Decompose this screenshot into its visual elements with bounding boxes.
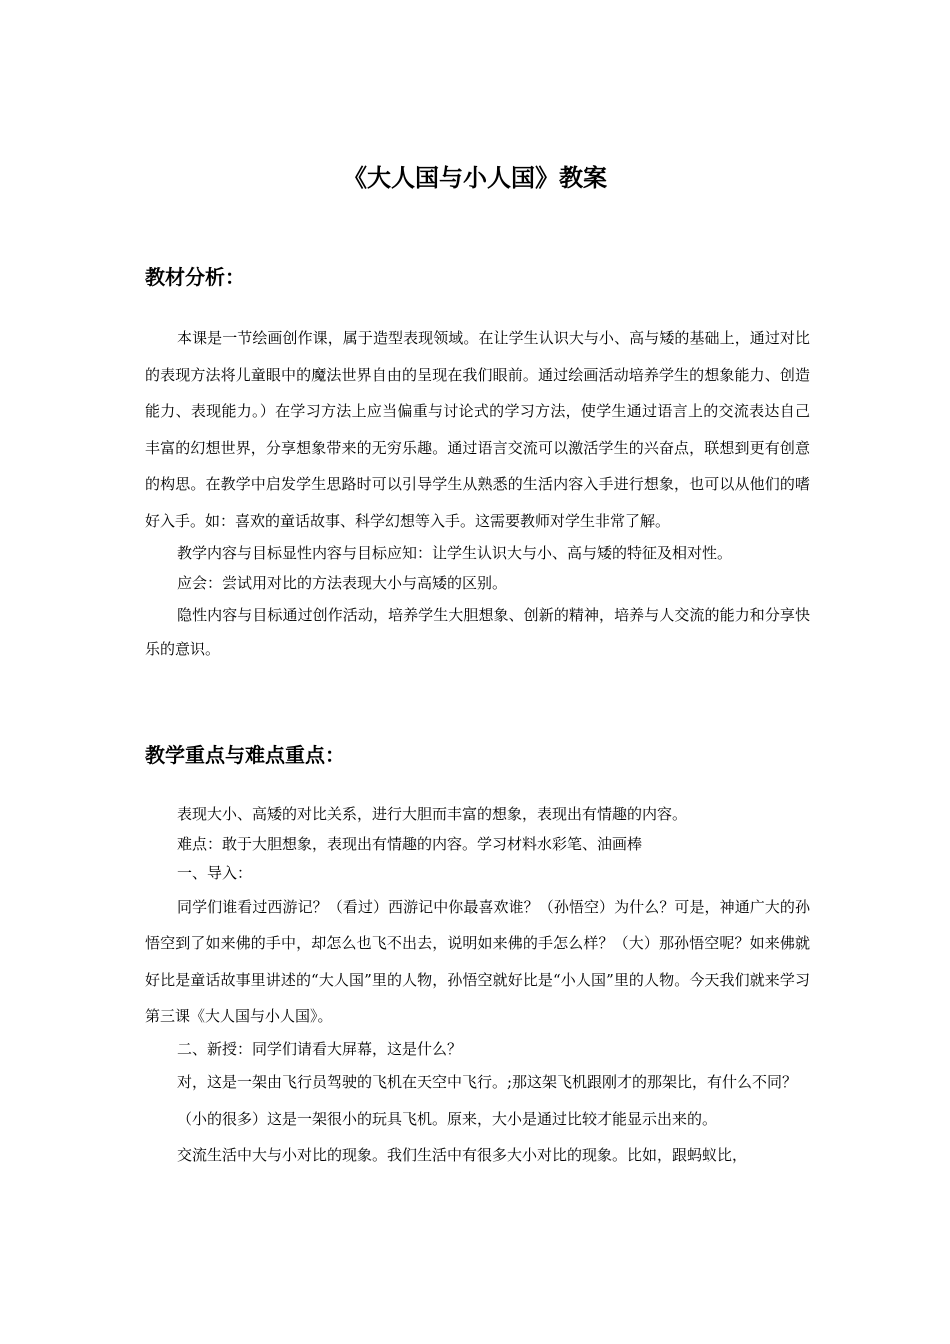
- paragraph: 二、新授：同学们请看大屏幕，这是什么？: [177, 1039, 463, 1058]
- paragraph: 对，这是一架由飞行员驾驶的飞机在天空中飞行。;那这架飞机跟刚才的那架比，有什么不同？: [177, 1073, 798, 1091]
- paragraph: 应会：尝试用对比的方法表现大小与高矮的区别。: [177, 573, 508, 592]
- paragraph: 难点：敢于大胆想象，表现出有情趣的内容。学习材料水彩笔、油画棒: [177, 834, 643, 853]
- section-heading-material-analysis: 教材分析：: [145, 265, 245, 289]
- paragraph: 表现大小、高矮的对比关系，进行大胆而丰富的想象，表现出有情趣的内容。: [177, 805, 688, 823]
- material-analysis-body: [145, 320, 810, 666]
- paragraph: （小的很多）这是一架很小的玩具飞机。原来，大小是通过比较才能显示出来的。: [177, 1109, 718, 1128]
- key-points-body: [145, 800, 810, 1174]
- paragraph: 同学们谁看过西游记？（看过）西游记中你最喜欢谁？（孙悟空）为什么？可是，神通广大的孙悟空到了如来佛的手中，却怎么也飞不出去，说明如来佛的手怎么样？（大）那孙悟空呢？如来佛就好比是童话故事里讲述的“大人国”里的人物，孙悟空就好比是“小人国”里的人物。今天我们就来学习第三课《大人国与小人国》。: [145, 897, 810, 1025]
- paragraph: 本课是一节绘画创作课，属于造型表现领域。在让学生认识大与小、高与矮的基础上，通过对比的表现方法将儿童眼中的魔法世界自由的呈现在我们眼前。通过绘画活动培养学生的想象能力、创造能力、表现能力。）在学习方法上应当偏重与讨论式的学习方法，使学生通过语言上的交流表达自己丰富的幻想世界，分享想象带来的无穷乐趣。通过语言交流可以激活学生的兴奋点，联想到更有创意的构思。在教学中启发学生思路时可以引导学生从熟悉的生活内容入手进行想象，也可以从他们的嗜好入手。如：喜欢的童话故事、科学幻想等入手。这需要教师对学生非常了解。: [145, 329, 810, 530]
- paragraph: 一、导入：: [177, 864, 253, 882]
- paragraph: 教学内容与目标显性内容与目标应知：让学生认识大与小、高与矮的特征及相对性。: [177, 544, 733, 562]
- paragraph: 隐性内容与目标通过创作活动，培养学生大胆想象、创新的精神，培养与人交流的能力和分享快乐的意识。: [145, 606, 810, 658]
- page-title: 《大人国与小人国》教案: [343, 164, 607, 192]
- paragraph: 交流生活中大与小对比的现象。我们生活中有很多大小对比的现象。比如，跟蚂蚁比，: [177, 1146, 748, 1164]
- section-heading-key-points: 教学重点与难点重点：: [145, 743, 345, 767]
